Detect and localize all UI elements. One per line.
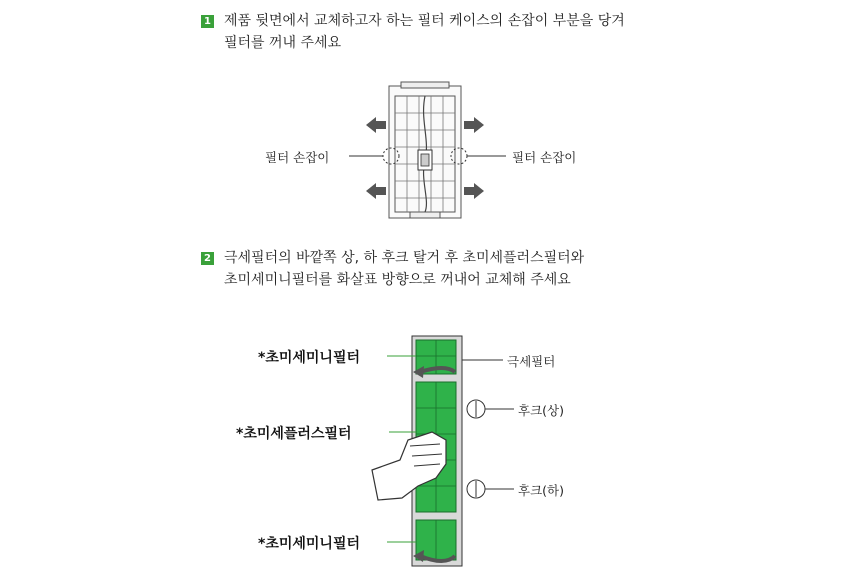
ultra-plus-filter-label: *초미세플러스필터 (236, 426, 352, 442)
ultra-mini-filter-top-label: *초미세미니필터 (258, 350, 360, 366)
ultra-mini-filter-bottom-label: *초미세미니필터 (258, 536, 360, 552)
step-2-line-2: 초미세미니필터를 화살표 방향으로 꺼내어 교체해 주세요 (224, 272, 571, 288)
step-2-line-1: 극세필터의 바깥쪽 상, 하 후크 탈거 후 초미세플러스필터와 (224, 250, 585, 266)
step-2-badge: 2 (201, 252, 214, 265)
step-1-line-1: 제품 뒷면에서 교체하고자 하는 필터 케이스의 손잡이 부분을 당겨 (224, 13, 625, 29)
filter-handle-label-right: 필터 손잡이 (512, 150, 577, 165)
step-1-line-2: 필터를 꺼내 주세요 (224, 35, 342, 51)
step-1-badge: 1 (201, 15, 214, 28)
hook-markers (467, 400, 485, 498)
hook-bottom-label: 후크(하) (518, 483, 564, 498)
filter-handle-label-left: 필터 손잡이 (265, 150, 330, 165)
hook-top-label: 후크(상) (518, 403, 564, 418)
fine-filter-label: 극세필터 (507, 354, 556, 369)
